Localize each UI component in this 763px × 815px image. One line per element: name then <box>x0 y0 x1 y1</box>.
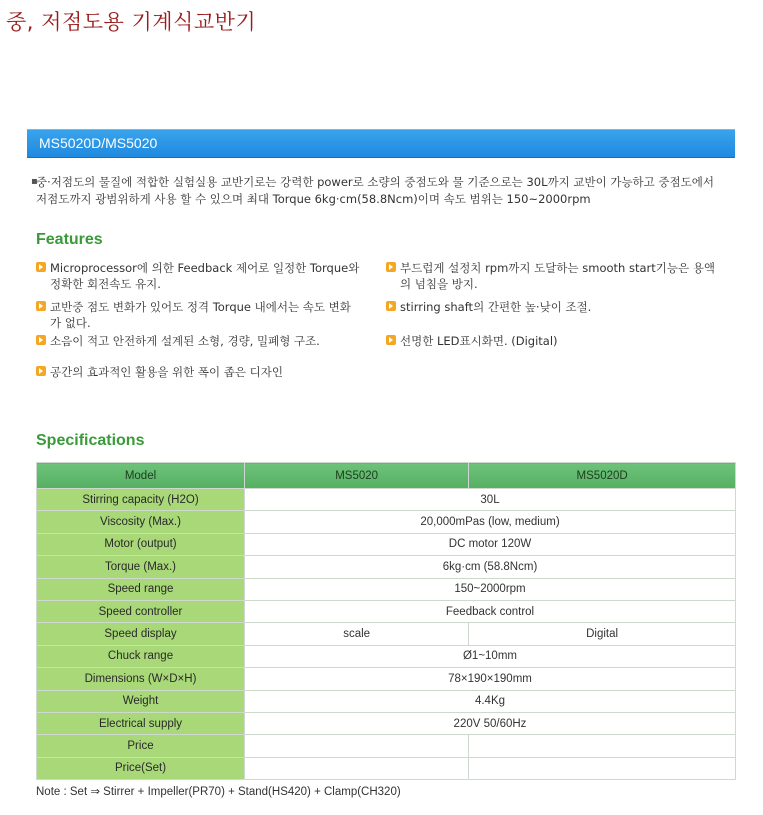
spec-value-ms5020d <box>469 757 736 779</box>
spec-value: 20,000mPas (low, medium) <box>245 511 736 533</box>
spec-value: 78×190×190mm <box>245 668 736 690</box>
table-row <box>37 712 736 734</box>
table-row <box>37 556 736 578</box>
spec-value: 150~2000rpm <box>245 578 736 600</box>
table-row <box>37 735 736 757</box>
model-banner <box>27 129 735 158</box>
set-note: Note : Set ⇒ Stirrer + Impeller(PR70) + Stand(HS420) + Clamp(CH320) <box>36 786 401 798</box>
orange-arrow-icon <box>36 262 46 272</box>
table-row <box>37 757 736 779</box>
table-row <box>37 690 736 712</box>
feature-item <box>386 299 731 315</box>
table-row <box>37 533 736 555</box>
spec-label: Speed range <box>37 578 245 600</box>
feature-line-2: 의 넘침을 방지. <box>400 277 478 291</box>
spec-label: Electrical supply <box>37 712 245 734</box>
table-row <box>37 600 736 622</box>
bullet-dot-icon: ▪ <box>31 176 38 187</box>
table-row <box>37 645 736 667</box>
features-heading: Features <box>36 231 103 248</box>
column-header-model: Model <box>37 463 245 489</box>
orange-arrow-icon <box>36 335 46 345</box>
spec-value: 30L <box>245 489 736 511</box>
table-row <box>37 623 736 645</box>
orange-arrow-icon <box>386 262 396 272</box>
intro-line-2: 저점도까지 광범위하게 사용 할 수 있으며 최대 Torque 6kg·cm(58.8Ncm)이며 속도 범위는 150~2000rpm <box>36 192 591 206</box>
feature-line-1: stirring shaft의 간편한 높·낮이 조절. <box>400 300 592 314</box>
orange-arrow-icon <box>36 301 46 311</box>
feature-line-1: 부드럽게 설정치 rpm까지 도달하는 smooth start기능은 용액 <box>400 261 715 275</box>
feature-item <box>386 333 731 349</box>
spec-label: Motor (output) <box>37 533 245 555</box>
spec-label: Speed display <box>37 623 245 645</box>
spec-label: Stirring capacity (H2O) <box>37 489 245 511</box>
table-header-row <box>37 463 736 489</box>
spec-value-ms5020 <box>245 735 469 757</box>
spec-label: Price(Set) <box>37 757 245 779</box>
feature-line-1: 선명한 LED표시화면. (Digital) <box>400 334 558 348</box>
spec-value-ms5020d <box>469 735 736 757</box>
table-row <box>37 668 736 690</box>
feature-line-1: 공간의 효과적인 활용을 위한 폭이 좁은 디자인 <box>50 365 284 379</box>
model-banner-text: MS5020D/MS5020 <box>39 135 158 151</box>
specifications-heading: Specifications <box>36 432 145 449</box>
column-header-ms5020: MS5020 <box>245 463 469 489</box>
spec-label: Price <box>37 735 245 757</box>
feature-line-1: 교반중 점도 변화가 있어도 정격 Torque 내에서는 속도 변화 <box>50 300 351 314</box>
spec-value: 6kg·cm (58.8Ncm) <box>245 556 736 578</box>
feature-line-2: 정확한 회전속도 유지. <box>50 277 161 291</box>
spec-value: DC motor 120W <box>245 533 736 555</box>
table-row <box>37 489 736 511</box>
orange-arrow-icon <box>36 366 46 376</box>
orange-arrow-icon <box>386 335 396 345</box>
spec-value: Ø1~10mm <box>245 645 736 667</box>
spec-label: Viscosity (Max.) <box>37 511 245 533</box>
intro-line-1: 중·저점도의 물질에 적합한 실험실용 교반기로는 강력한 power로 소량의 중점도와 물 기준으로는 30L까지 교반이 가능하고 중점도에서 <box>36 175 714 189</box>
feature-item <box>36 299 376 331</box>
feature-item <box>36 260 376 292</box>
spec-label: Speed controller <box>37 600 245 622</box>
table-row <box>37 578 736 600</box>
table-row <box>37 511 736 533</box>
spec-label: Chuck range <box>37 645 245 667</box>
spec-value: 4.4Kg <box>245 690 736 712</box>
feature-item <box>386 260 731 292</box>
spec-value-ms5020 <box>245 757 469 779</box>
orange-arrow-icon <box>386 301 396 311</box>
spec-label: Weight <box>37 690 245 712</box>
spec-value: 220V 50/60Hz <box>245 712 736 734</box>
specifications-table <box>36 462 736 780</box>
spec-label: Torque (Max.) <box>37 556 245 578</box>
feature-item <box>36 333 376 349</box>
feature-item <box>36 364 376 380</box>
column-header-ms5020d: MS5020D <box>469 463 736 489</box>
spec-value-ms5020: scale <box>245 623 469 645</box>
intro-paragraph <box>31 174 736 208</box>
spec-label: Dimensions (W×D×H) <box>37 668 245 690</box>
spec-value: Feedback control <box>245 600 736 622</box>
feature-line-1: Microprocessor에 의한 Feedback 제어로 일정한 Torque와 <box>50 261 360 275</box>
feature-line-1: 소음이 적고 안전하게 설계된 소형, 경량, 밀폐형 구조. <box>50 334 320 348</box>
feature-line-2: 가 없다. <box>50 316 91 330</box>
spec-value-ms5020d: Digital <box>469 623 736 645</box>
page-title: 중, 저점도용 기계식교반기 <box>6 10 257 34</box>
